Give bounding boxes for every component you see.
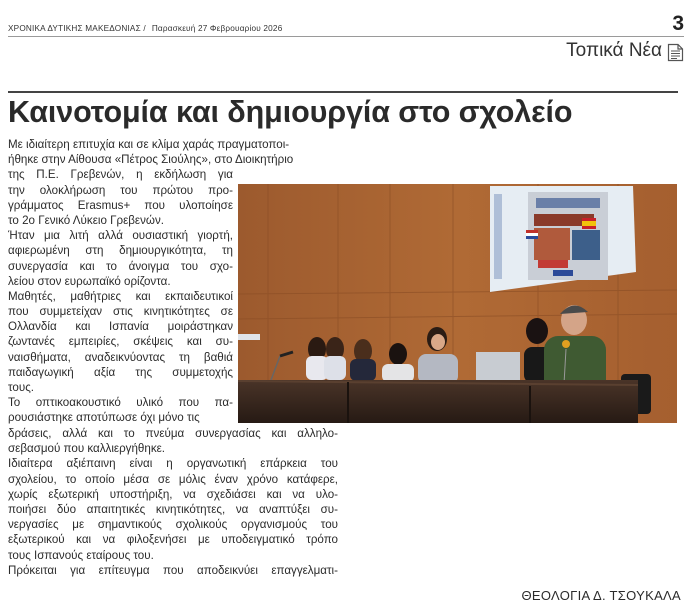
newspaper-title: ΧΡΟΝΙΚΑ ΔΥΤΙΚΗΣ ΜΑΚΕΔΟΝΙΑΣ / (8, 24, 146, 33)
document-icon (667, 43, 684, 62)
article-text-line: Ολλανδία και Ισπανία μοιράστηκαν (8, 320, 233, 334)
article-text-line: λείου στον ευρωπαϊκό ορίζοντα. (8, 274, 171, 288)
event-photo-illustration (238, 184, 677, 423)
article-text-line: που συμμετείχαν στις κινητικότητες σε (8, 305, 233, 319)
article-text-line: Ήταν μια λιτή αλλά ουσιαστική γιορτή, (8, 229, 233, 243)
article-text-line: σεβασμού που καλλιεργήθηκε. (8, 442, 166, 456)
article-text-line: Ιδιαίτερα αξιέπαινη είναι η οργανωτική επάρκεια του (8, 457, 338, 471)
panel-table (238, 380, 638, 423)
newspaper-name (8, 24, 282, 33)
article-text-line: παιδαγωγική αξία της συμμετοχής (8, 365, 233, 379)
spain-flag (582, 218, 596, 229)
section-title: Τοπικά Νέα (566, 40, 662, 61)
header-divider (8, 36, 684, 37)
article-text-line: ρουσιάστηκε αποτύπωσε όχι μόνο τις (8, 411, 200, 425)
issue-date: Παρασκευή 27 Φεβρουαρίου 2026 (151, 24, 283, 33)
article-author: ΘΕΟΛΟΓΙΑ Δ. ΤΣΟΥΚΑΛΑ (521, 588, 681, 603)
article-text-line: Το οπτικοακουστικό υλικό που πα- (8, 396, 233, 410)
article-text-line: Πρόκειται για επίτευγμα που αποδεικνύει επαγγελματι- (8, 563, 338, 577)
article-photo (238, 184, 677, 423)
article-text-line: αφιερωμένη στη δημιουργικότητα, τη (8, 244, 233, 258)
article-text-line: συνεργασία και το άνοιγμα του σχο- (8, 259, 233, 273)
article-text-line: τους. (8, 381, 35, 394)
article-text-line: νεργασίες με σημαντικούς σχολικούς οργανισμούς του (8, 518, 338, 532)
headline-divider (8, 91, 678, 93)
article-text-line: δράσεις, αλλά και το πνεύμα συνεργασίας και αλληλο- (8, 427, 338, 440)
page-header (8, 12, 684, 36)
nameplate (238, 334, 260, 340)
article-headline: Καινοτομία και δημιουργία στο σχολείο (8, 95, 573, 129)
article-text-line: το 2ο Γενικό Λύκειο Γρεβενών. (8, 213, 164, 227)
article-text-line: ζωντανές εμπειρίες, σκέψεις και συ- (8, 335, 233, 349)
article-text-line: εξωτερικού και να φιλοξενήσει με υποδειγματικό τρόπο (8, 533, 338, 547)
article-text-line: ποιήσει δύο απαιτητικές κινητικότητες, να αναπτύξει συ- (8, 502, 338, 516)
article-text-line: χωρίς εξωτερική υποστήριξη, να σχεδιάσει και να υλο- (8, 487, 338, 501)
article-text-line: σχολείου, το οποίο μέσα σε μόλις έναν χρόνο κατάφερε, (8, 472, 338, 486)
page-number: 3 (672, 12, 684, 35)
netherlands-flag (526, 230, 538, 239)
article-text-line: Μαθητές, μαθήτριες και εκπαιδευτικοί (8, 289, 233, 303)
article-text-line: ήθηκε στην Αίθουσα «Πέτρος Σιούλης», στο Διοικητήριο (8, 153, 294, 167)
article-text-line: Με ιδιαίτερη επιτυχία και σε κλίμα χαράς πραγματοποι- (8, 138, 290, 151)
article-column-left (8, 137, 294, 426)
article-text-line: την ολοκλήρωση του πρώτου προ- (8, 183, 233, 197)
article-text-line: της Π.Ε. Γρεβενών, η εκδήλωση για (8, 168, 233, 182)
article-text-line: γράμματος Erasmus+ που υλοποίησε (8, 198, 233, 212)
article-column-left-wide (8, 426, 338, 578)
article-text-line: ναισθήματα, αναδεικνύοντας τη βαθιά (8, 350, 233, 364)
article-text-line: τους Ισπανούς εταίρους του. (8, 548, 154, 562)
